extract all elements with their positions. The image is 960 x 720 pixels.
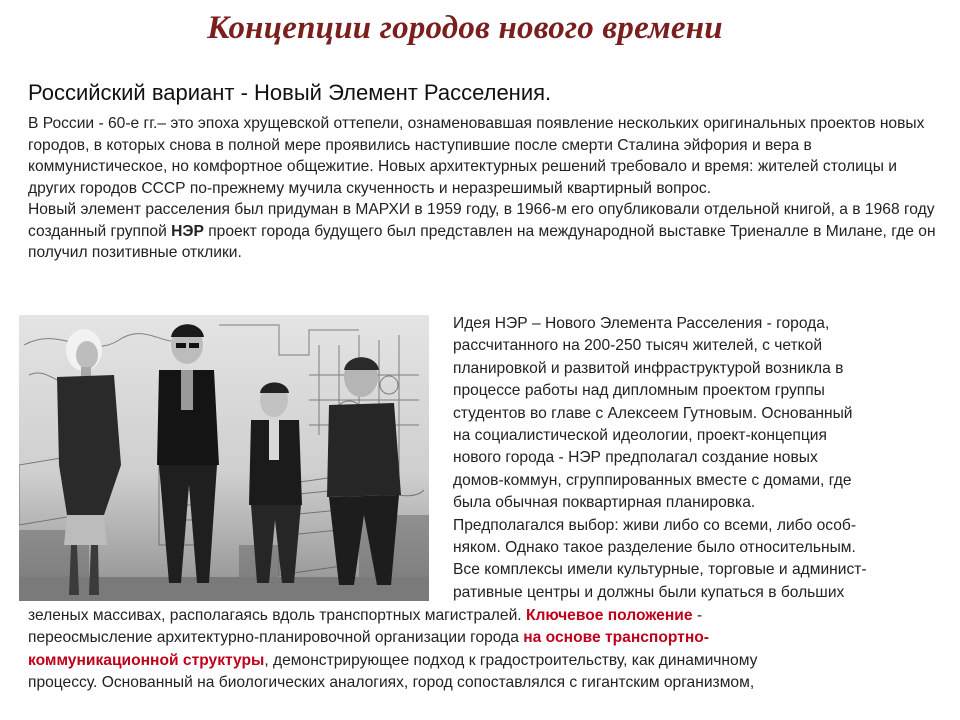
- key-position-highlight: Ключевое положение: [525, 607, 693, 624]
- bottom-line-1-text: зеленых массивах, располагаясь вдоль транспортных магистралей.: [28, 607, 526, 624]
- side-line: была обычная поквартирная планировка.: [453, 494, 756, 512]
- ner-description: [453, 313, 953, 604]
- bottom-line-3: [28, 650, 948, 672]
- side-line: няком. Однако такое разделение было относительным.: [453, 539, 856, 557]
- side-line: нового города - НЭР предполагал создание новых: [453, 449, 818, 467]
- side-line: Все комплексы имели культурные, торговые и админист-: [453, 561, 867, 579]
- slide-subtitle: Российский вариант - Новый Элемент Расселения.: [28, 80, 552, 105]
- transport-highlight-part-2: коммуникационной структуры: [28, 651, 265, 669]
- bottom-text: [28, 605, 948, 695]
- side-line: студентов во главе с Алексеем Гутновым. Основанный: [453, 404, 853, 422]
- slide-title: Концепции городов нового времени: [207, 10, 723, 46]
- side-line: на социалистической идеологии, проект-концепция: [453, 427, 827, 445]
- side-line: планировкой и развитой инфраструктурой возникла в: [453, 359, 844, 377]
- side-line: рассчитанного на 200-250 тысяч жителей, с четкой: [453, 337, 823, 355]
- side-line: Предполагался выбор: живи либо со всеми, либо особ-: [453, 516, 857, 534]
- intro-paragraph-1: В России - 60-е гг.– это эпоха хрущевской оттепели, ознаменовавшая появление нескольких оригинальных проектов новых городов, в которых снова в полной мере проявились наступившие после смерти Сталина эйфория и вера в коммунистическое, но комфортное общежитие. Новых архитектурных решений требовало и время: жителей столицы и других городов СССР по-прежнему мучила скученность и неразрешимый квартирный вопрос.: [28, 115, 925, 197]
- side-line: домов-коммун, сгруппированных вместе с домами, где: [453, 471, 852, 489]
- intro-text: [28, 113, 943, 264]
- group-photo-image: [19, 315, 429, 601]
- intro-paragraph-2: [28, 199, 943, 264]
- transport-highlight-part-1: на основе транспортно-: [523, 629, 709, 647]
- bottom-line-1-dash: -: [692, 607, 703, 624]
- bottom-line-2: [28, 627, 948, 649]
- group-photo: [19, 315, 429, 601]
- intro-paragraph-2-part-b: проект города будущего был представлен на международной выставке Триеналле в Милане, где он получил позитивные отклики.: [28, 222, 936, 261]
- bottom-line-4: процессу. Основанный на биологических аналогиях, город сопоставлялся с гигантским организмом,: [28, 674, 755, 692]
- bottom-line-2-text: переосмысление архитектурно-планировочной организации города: [28, 629, 524, 647]
- bottom-line-3-text: , демонстрирующее подход к градостроительству, как динамичному: [264, 651, 758, 669]
- side-line: процессе работы над дипломным проектом группы: [453, 382, 825, 400]
- bottom-line-1: [28, 605, 948, 627]
- ner-bold: НЭР: [171, 222, 204, 240]
- side-line: Идея НЭР – Нового Элемента Расселения - города,: [453, 315, 830, 332]
- side-line: ративные центры и должны были купаться в больших: [453, 583, 845, 601]
- intro-paragraph-2-part-a: Новый элемент расселения был придуман в МАРХИ в 1959 году, в 1966-м его опубликовали отдельной книгой, а в 1968 году созданный группой: [28, 201, 935, 240]
